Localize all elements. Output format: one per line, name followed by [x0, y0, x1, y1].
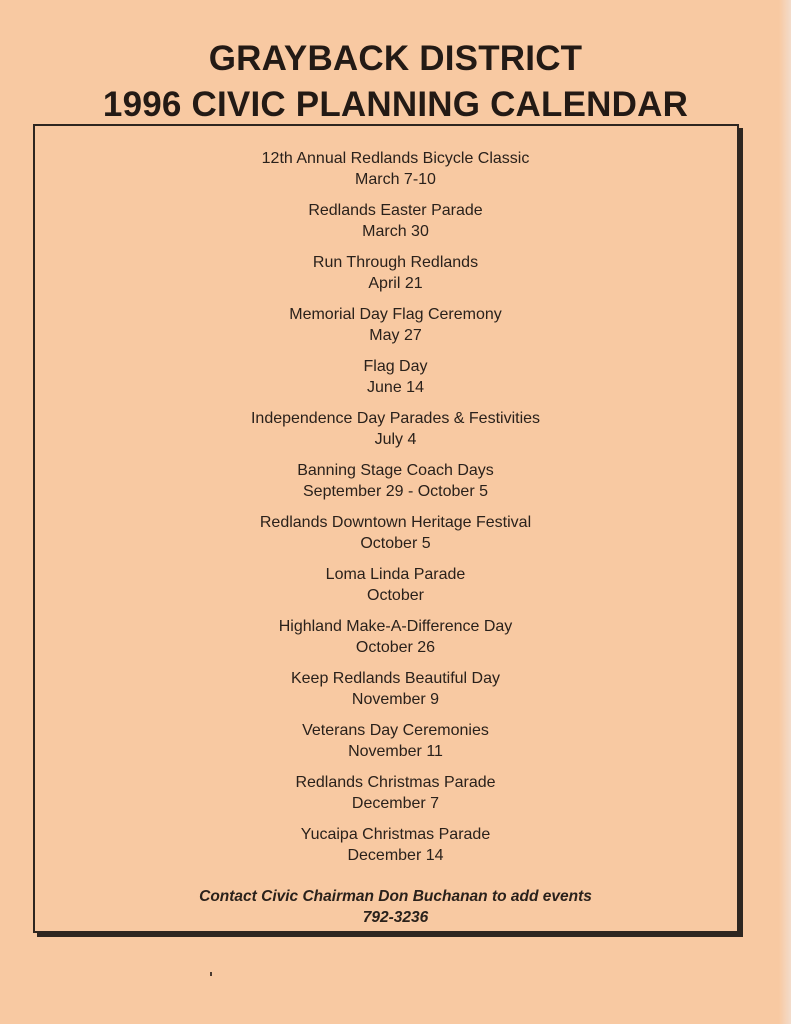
- event-list: [0, 148, 791, 876]
- event-item: [0, 460, 791, 512]
- event-date: November 9: [351, 691, 440, 708]
- title-line-district: GRAYBACK DISTRICT: [208, 39, 583, 78]
- event-item: [0, 824, 791, 876]
- event-date: June 14: [367, 379, 424, 396]
- event-item: [0, 512, 791, 564]
- event-item: [0, 668, 791, 720]
- event-name: Redlands Easter Parade: [308, 202, 483, 219]
- paper-speck: [210, 972, 212, 976]
- event-date: March 7-10: [355, 171, 436, 188]
- event-date: July 4: [374, 431, 417, 448]
- event-date: December 7: [351, 795, 440, 812]
- event-date: October: [367, 587, 424, 604]
- event-item: [0, 720, 791, 772]
- event-item: [0, 200, 791, 252]
- event-name: Memorial Day Flag Ceremony: [289, 306, 502, 323]
- event-name: Independence Day Parades & Festivities: [250, 410, 541, 427]
- contact-phone: 792-3236: [362, 909, 429, 926]
- contact-text: Contact Civic Chairman Don Buchanan to add events: [199, 888, 592, 905]
- page-title: [0, 36, 791, 128]
- event-item: [0, 252, 791, 304]
- event-name: Redlands Christmas Parade: [295, 774, 496, 791]
- event-name: Highland Make-A-Difference Day: [278, 618, 513, 635]
- event-name: 12th Annual Redlands Bicycle Classic: [261, 150, 530, 167]
- event-name: Loma Linda Parade: [325, 566, 466, 583]
- event-name: Yucaipa Christmas Parade: [300, 826, 491, 843]
- event-date: May 27: [369, 327, 422, 344]
- event-date: September 29 - October 5: [303, 483, 488, 500]
- event-name: Keep Redlands Beautiful Day: [290, 670, 501, 687]
- event-name: Redlands Downtown Heritage Festival: [259, 514, 532, 531]
- event-name: Banning Stage Coach Days: [297, 462, 494, 479]
- event-item: [0, 564, 791, 616]
- event-date: April 21: [368, 275, 423, 292]
- contact-note: [0, 886, 791, 928]
- event-item: [0, 304, 791, 356]
- event-date: November 11: [348, 743, 443, 760]
- event-name: Veterans Day Ceremonies: [302, 722, 489, 739]
- title-line-calendar: 1996 CIVIC PLANNING CALENDAR: [102, 85, 689, 124]
- event-date: March 30: [362, 223, 429, 240]
- event-item: [0, 356, 791, 408]
- scan-edge: [779, 0, 791, 1024]
- event-name: Run Through Redlands: [312, 254, 479, 271]
- event-item: [0, 408, 791, 460]
- event-item: [0, 148, 791, 200]
- event-date: October 26: [355, 639, 436, 656]
- event-date: October 5: [360, 535, 431, 552]
- event-date: December 14: [347, 847, 444, 864]
- event-name: Flag Day: [363, 358, 428, 375]
- event-item: [0, 772, 791, 824]
- event-item: [0, 616, 791, 668]
